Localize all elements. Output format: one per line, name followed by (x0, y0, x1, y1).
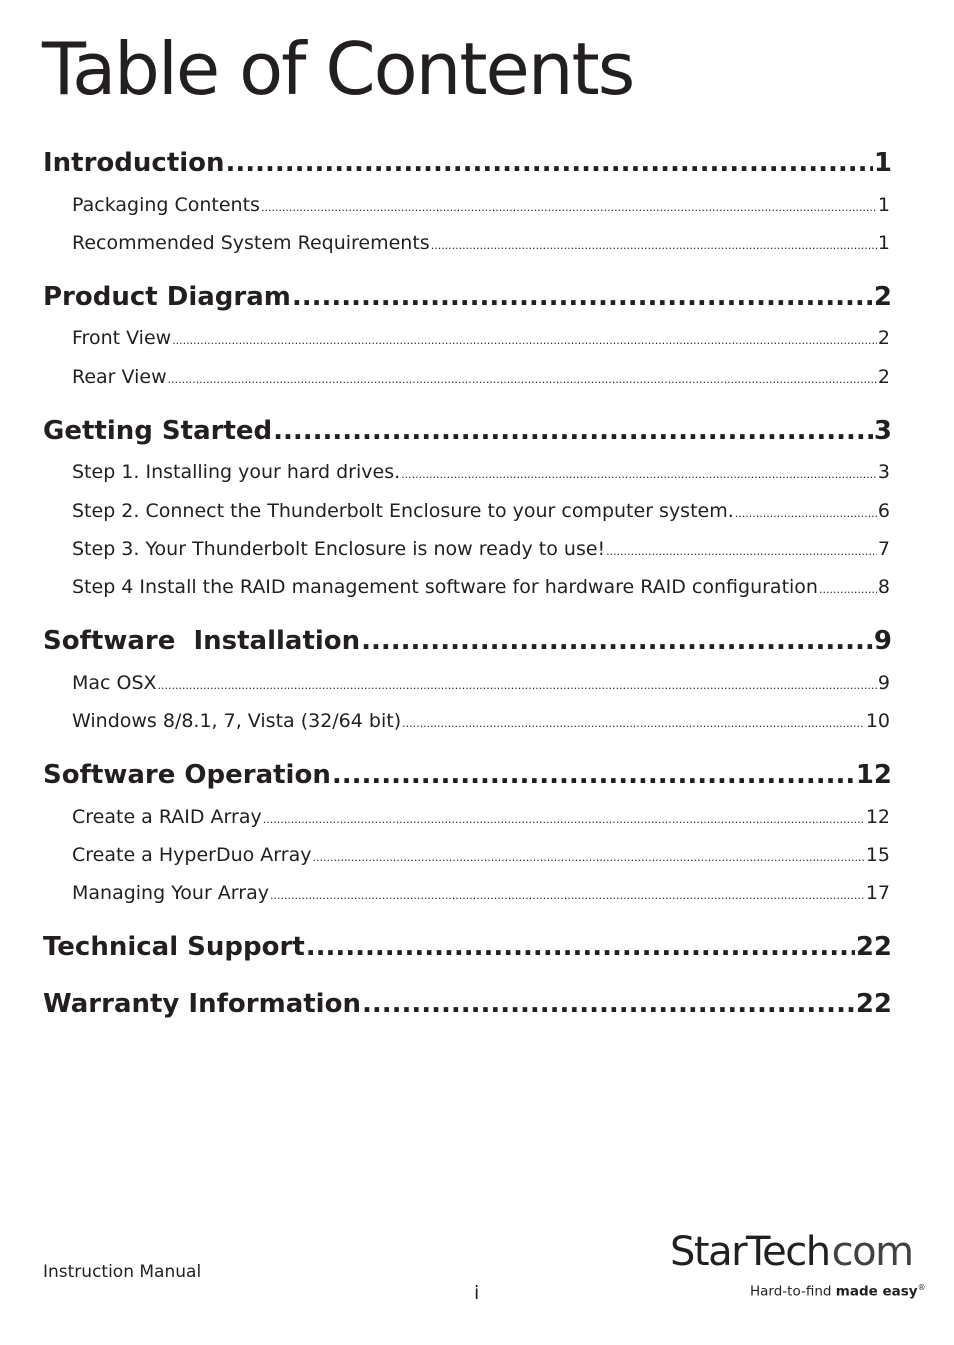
toc-item-label: Rear View (72, 366, 167, 388)
toc-page-number: 9 (873, 626, 892, 656)
toc-page-number: 22 (855, 932, 892, 962)
dot-leader (270, 889, 865, 902)
dot-leader (292, 282, 873, 312)
toc-page-number: 7 (877, 538, 890, 560)
toc-item-label: Managing Your Array (72, 882, 269, 904)
toc-page-number: 6 (877, 500, 890, 522)
toc-section-software-operation[interactable] (43, 760, 892, 796)
toc-section-introduction[interactable] (43, 148, 892, 184)
toc-item-recommended-system-requirements[interactable] (72, 232, 890, 258)
dot-leader (158, 679, 877, 692)
toc-item-label: Create a HyperDuo Array (72, 844, 312, 866)
toc-item-step-2[interactable] (72, 500, 890, 526)
dot-leader (401, 468, 877, 481)
toc-item-mac-osx[interactable] (72, 672, 890, 698)
toc-page-number: 17 (865, 882, 890, 904)
toc-item-label: Front View (72, 327, 172, 349)
startech-logo (670, 1229, 926, 1304)
toc-item-label: Mac OSX (72, 672, 157, 694)
toc-page-number: 3 (873, 416, 892, 446)
dot-leader (606, 545, 877, 558)
dot-leader (735, 507, 877, 520)
toc-section-label: Technical Support (43, 932, 305, 962)
toc-page-number: 12 (855, 760, 892, 790)
dot-leader (431, 239, 877, 252)
toc-section-software-installation[interactable] (43, 626, 892, 662)
toc-item-step-4[interactable] (72, 576, 890, 602)
toc-page-number: 12 (865, 806, 890, 828)
dot-leader (306, 932, 855, 962)
logo-wordmark (670, 1229, 913, 1275)
page-number: i (474, 1282, 480, 1304)
toc-section-label: Software Operation (43, 760, 331, 790)
tagline-regular: Hard-to-find (750, 1283, 836, 1300)
toc-section-label: Warranty Information (43, 989, 361, 1019)
toc-section-label: Introduction (43, 148, 225, 178)
toc-item-label: Windows 8/8.1, 7, Vista (32/64 bit) (72, 710, 402, 732)
toc-page-number: 1 (877, 194, 890, 216)
dot-leader (263, 813, 865, 826)
dot-leader (168, 373, 877, 386)
dot-leader (273, 416, 873, 446)
toc-page-number: 2 (873, 282, 892, 312)
toc-item-create-hyperduo-array[interactable] (72, 844, 890, 870)
dot-leader (402, 717, 865, 730)
toc-page-number: 22 (855, 989, 892, 1019)
toc-item-label: Step 2. Connect the Thunderbolt Enclosure to your computer system. (72, 500, 734, 522)
toc-section-label: Product Diagram (43, 282, 291, 312)
dot-leader (261, 201, 877, 214)
toc-item-rear-view[interactable] (72, 366, 890, 392)
toc-page-number: 1 (873, 148, 892, 178)
dot-leader (362, 989, 855, 1019)
toc-page-number: 3 (877, 461, 890, 483)
toc-page-number: 10 (865, 710, 890, 732)
dot-leader (312, 851, 864, 864)
dot-leader (226, 148, 873, 178)
toc-section-technical-support[interactable] (43, 932, 892, 968)
tagline-bold: made easy (835, 1283, 918, 1300)
toc-item-create-raid-array[interactable] (72, 806, 890, 832)
registered-mark: ® (917, 1283, 926, 1292)
dot-leader (819, 583, 877, 596)
toc-item-step-3[interactable] (72, 538, 890, 564)
footer-document-type: Instruction Manual (43, 1262, 202, 1282)
dot-leader (172, 334, 877, 347)
toc-item-label: Step 4 Install the RAID management software for hardware RAID configuration (72, 576, 818, 598)
toc-page-number: 2 (877, 327, 890, 349)
logo-brand-suffix: com (831, 1229, 913, 1275)
toc-section-label: Software Installation (43, 626, 361, 656)
dot-leader (332, 760, 855, 790)
toc-page-number: 2 (877, 366, 890, 388)
toc-item-label: Step 1. Installing your hard drives. (72, 461, 401, 483)
toc-item-packaging-contents[interactable] (72, 194, 890, 220)
toc-section-warranty-information[interactable] (43, 989, 892, 1025)
toc-item-label: Create a RAID Array (72, 806, 262, 828)
toc-page-number: 8 (877, 576, 890, 598)
toc-item-label: Recommended System Requirements (72, 232, 430, 254)
toc-section-label: Getting Started (43, 416, 273, 446)
toc-page-number: 9 (877, 672, 890, 694)
logo-tagline (750, 1283, 926, 1300)
toc-page-number: 15 (865, 844, 890, 866)
toc-section-getting-started[interactable] (43, 416, 892, 452)
toc-item-step-1[interactable] (72, 461, 890, 487)
toc-item-label: Step 3. Your Thunderbolt Enclosure is now ready to use! (72, 538, 606, 560)
toc-item-managing-your-array[interactable] (72, 882, 890, 908)
toc-section-product-diagram[interactable] (43, 282, 892, 318)
toc-item-windows[interactable] (72, 710, 890, 736)
toc-page-number: 1 (877, 232, 890, 254)
toc-item-front-view[interactable] (72, 327, 890, 353)
dot-leader (361, 626, 873, 656)
logo-brand-main: StarTech (670, 1229, 830, 1275)
toc-item-label: Packaging Contents (72, 194, 260, 216)
page-title: Table of Contents (42, 27, 634, 111)
